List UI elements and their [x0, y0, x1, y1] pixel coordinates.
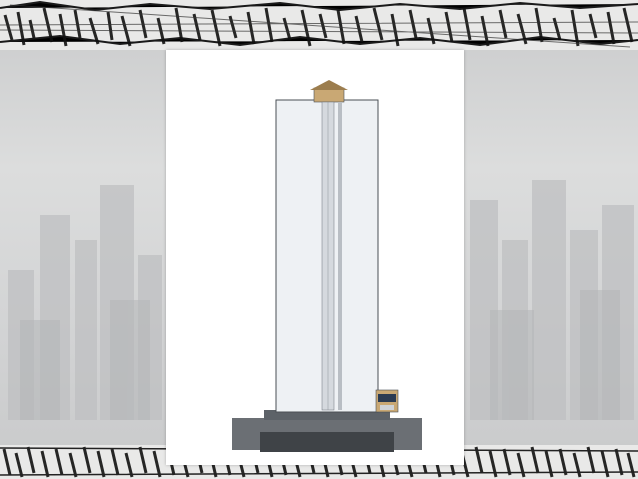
building-diagram — [166, 50, 464, 465]
roof-cap — [310, 80, 348, 90]
diagram-panel — [166, 50, 464, 465]
pool-sign — [378, 394, 396, 402]
vent-riser — [338, 102, 342, 410]
parking-garage-block — [260, 432, 394, 452]
rooftop-mau — [314, 88, 344, 102]
grunge-border-top — [0, 0, 638, 50]
